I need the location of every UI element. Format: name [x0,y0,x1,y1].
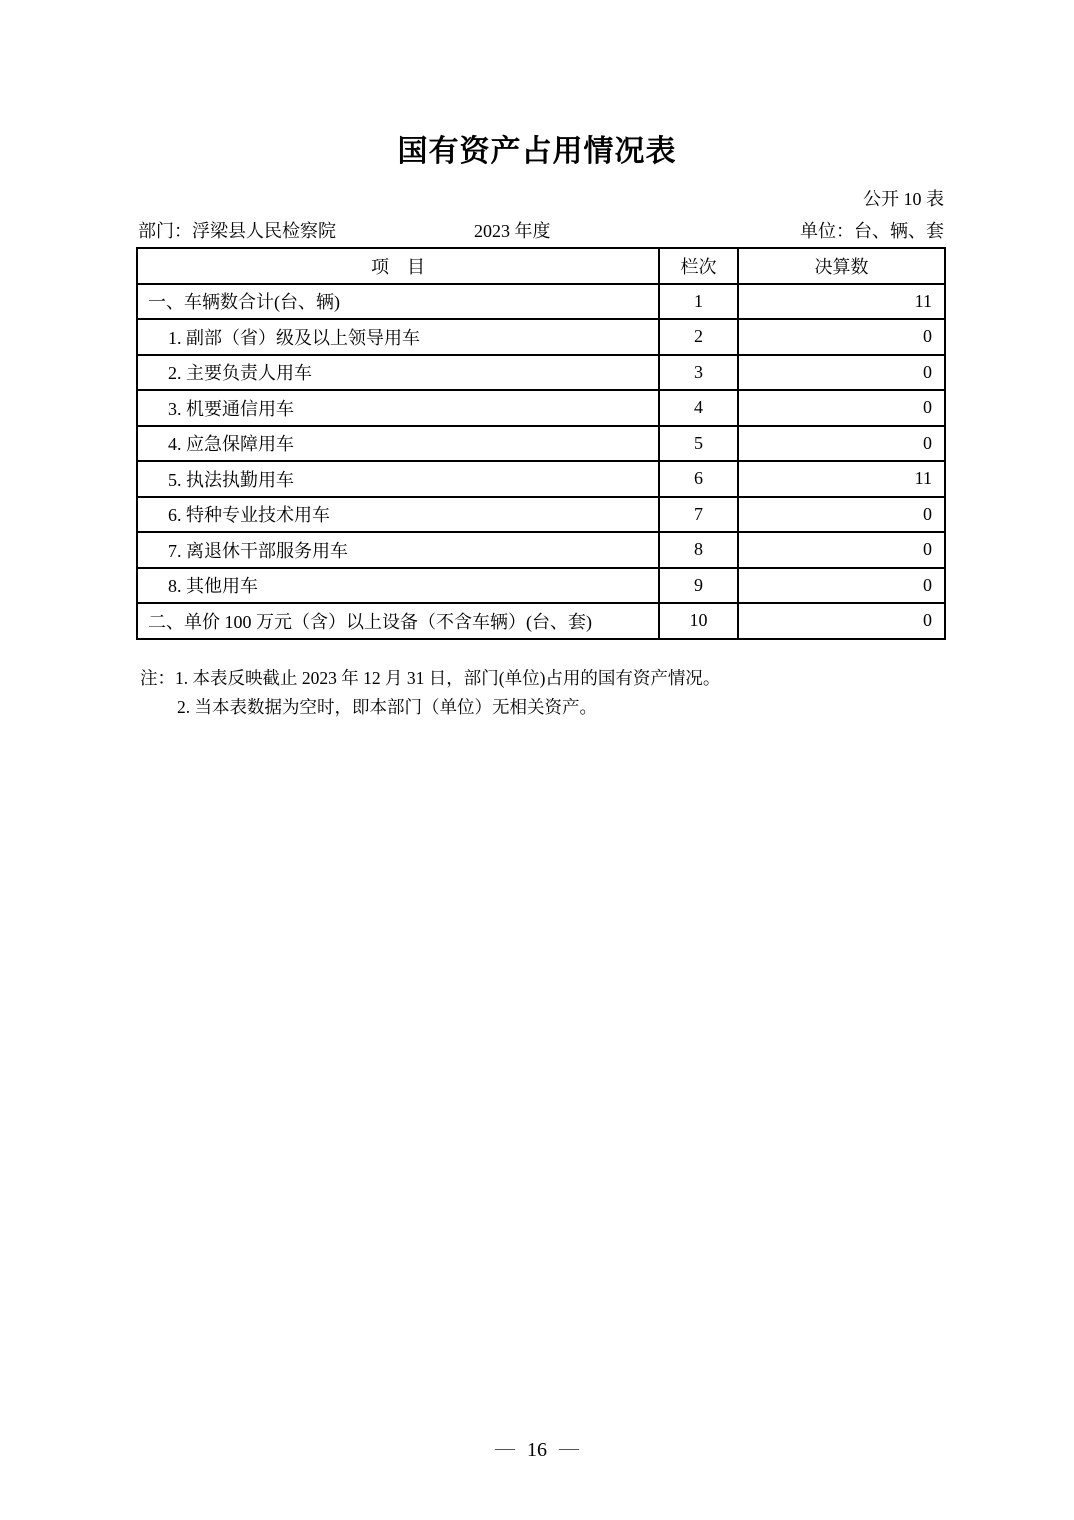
table-row [137,568,945,604]
value-cell: 0 [738,532,945,568]
sheet-label: 公开 10 表 [863,189,944,209]
meta-row [138,217,944,245]
value-cell: 0 [738,390,945,426]
column-number-cell: 9 [659,568,738,604]
table-row [137,390,945,426]
item-cell: 8. 其他用车 [137,568,659,604]
header-final-accounts: 决算数 [738,248,945,284]
asset-table-body [137,284,945,639]
page-footer [0,1436,1074,1464]
notes [140,664,944,722]
header-column-number: 栏次 [659,248,738,284]
header-item: 项 目 [137,248,659,284]
meta-year: 2023 年度 [474,221,551,241]
column-number-cell: 6 [659,461,738,497]
item-cell: 二、单价 100 万元（含）以上设备（不含车辆）(台、套) [137,603,659,639]
note-text-2: 2. 当本表数据为空时，即本部门（单位）无相关资产。 [177,696,597,717]
item-cell: 7. 离退休干部服务用车 [137,532,659,568]
note-line-2 [140,693,944,722]
table-row [137,426,945,462]
column-number-cell: 10 [659,603,738,639]
table-row [137,603,945,639]
value-cell: 0 [738,497,945,533]
note-prefix: 注： [140,667,175,688]
table-row [137,497,945,533]
table-row [137,461,945,497]
column-number-cell: 8 [659,532,738,568]
value-cell: 11 [738,284,945,320]
item-cell: 3. 机要通信用车 [137,390,659,426]
table-row [137,284,945,320]
column-number-cell: 4 [659,390,738,426]
column-number-cell: 7 [659,497,738,533]
value-cell: 11 [738,461,945,497]
note-line-1 [140,664,944,693]
meta-unit: 单位：台、辆、套 [800,221,944,241]
page-title: 国有资产占用情况表 [397,135,677,168]
item-cell: 一、车辆数合计(台、辆) [137,284,659,320]
item-cell: 6. 特种专业技术用车 [137,497,659,533]
value-cell: 0 [738,319,945,355]
column-number-cell: 1 [659,284,738,320]
value-cell: 0 [738,603,945,639]
item-cell: 1. 副部（省）级及以上领导用车 [137,319,659,355]
page-number: 16 [527,1439,547,1461]
table-header-row [137,248,945,284]
table-row [137,319,945,355]
footer-left-dash: — [495,1437,515,1459]
table-row [137,532,945,568]
item-cell: 4. 应急保障用车 [137,426,659,462]
value-cell: 0 [738,355,945,391]
note-text-1: 1. 本表反映截止 2023 年 12 月 31 日，部门(单位)占用的国有资产情况。 [175,667,721,688]
value-cell: 0 [738,426,945,462]
footer-right-dash: — [559,1437,579,1459]
item-cell: 2. 主要负责人用车 [137,355,659,391]
column-number-cell: 2 [659,319,738,355]
item-cell: 5. 执法执勤用车 [137,461,659,497]
meta-department: 部门：浮梁县人民检察院 [138,221,336,241]
column-number-cell: 5 [659,426,738,462]
asset-table [136,247,946,640]
column-number-cell: 3 [659,355,738,391]
table-row [137,355,945,391]
value-cell: 0 [738,568,945,604]
